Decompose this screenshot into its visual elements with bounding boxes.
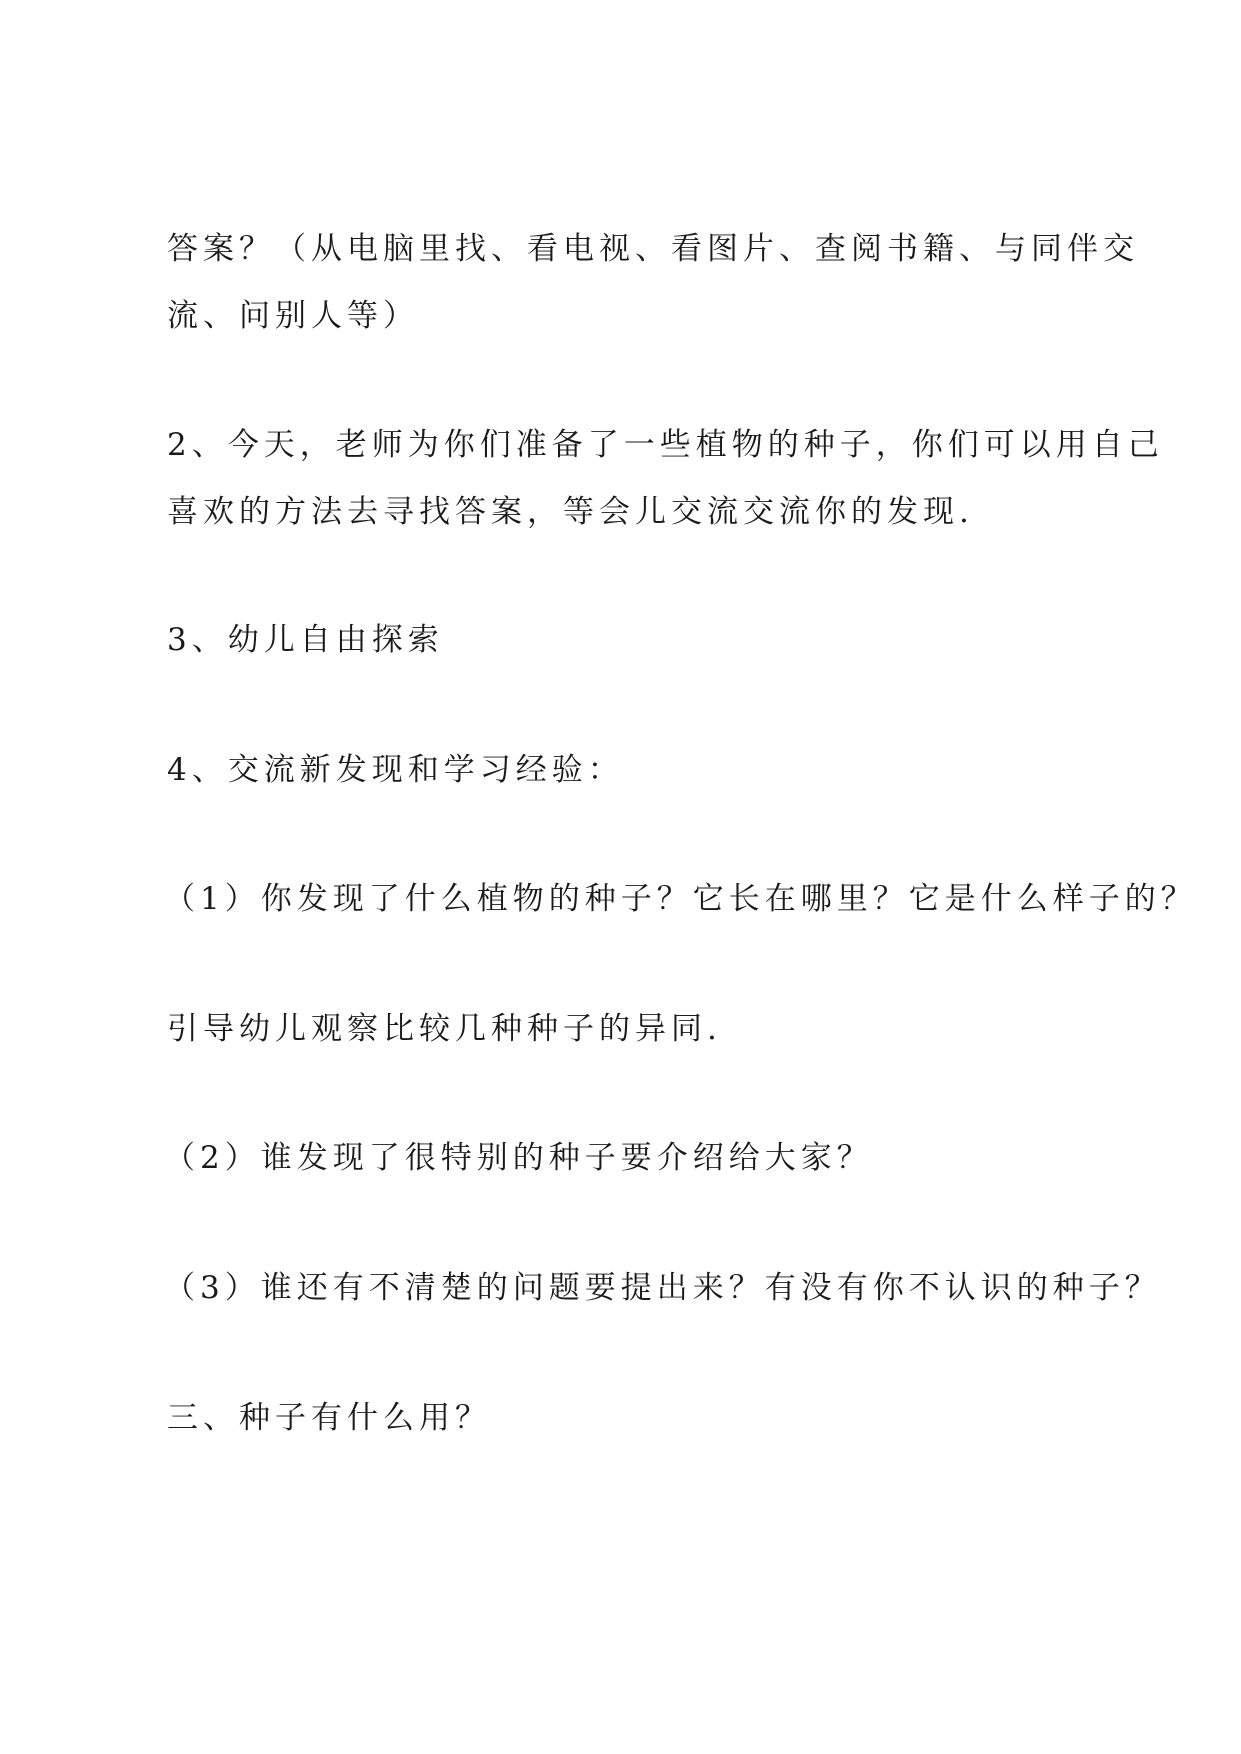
paragraph-7: （2）谁发现了很特别的种子要介绍给大家？ xyxy=(164,1140,873,1176)
paragraph-8: （3）谁还有不清楚的问题要提出来？有没有你不认识的种子？ xyxy=(164,1270,1161,1306)
paragraph-6: 引导幼儿观察比较几种种子的异同. xyxy=(167,1011,722,1047)
paragraph-5: （1）你发现了什么植物的种子？它长在哪里？它是什么样子的？ xyxy=(164,881,1197,917)
paragraph-4: 4、交流新发现和学习经验： xyxy=(167,752,624,788)
paragraph-2-line-1: 2、今天，老师为你们准备了一些植物的种子，你们可以用自己 xyxy=(167,427,1164,463)
paragraph-9: 三、种子有什么用？ xyxy=(167,1400,491,1436)
paragraph-1-line-2: 流、问别人等） xyxy=(167,298,419,334)
paragraph-1-line-1: 答案？（从电脑里找、看电视、看图片、查阅书籍、与同伴交 xyxy=(167,231,1139,267)
paragraph-3: 3、幼儿自由探索 xyxy=(167,622,444,658)
paragraph-2-line-2: 喜欢的方法去寻找答案，等会儿交流交流你的发现. xyxy=(167,494,974,530)
